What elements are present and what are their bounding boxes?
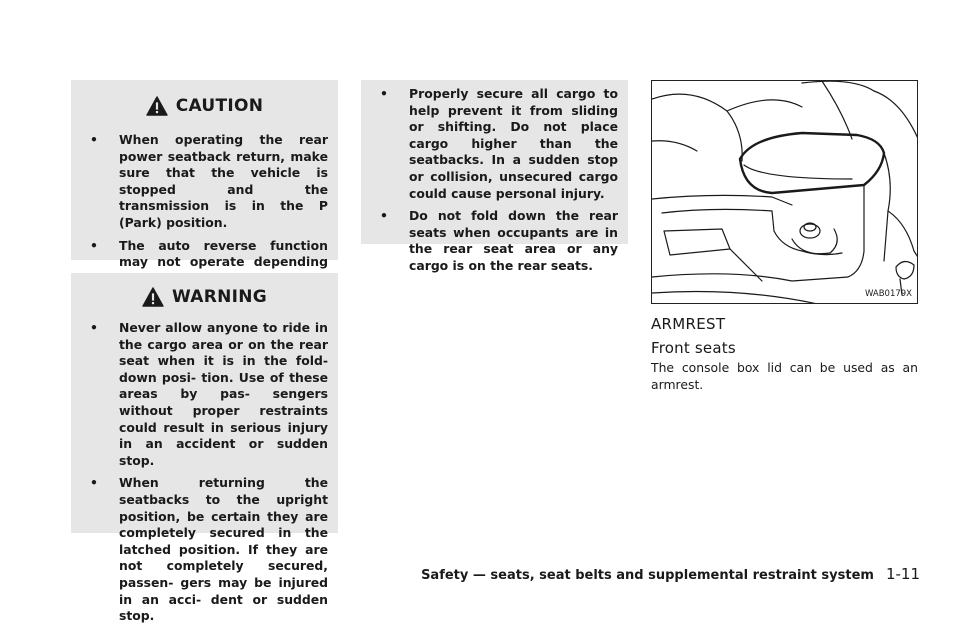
caution-heading: CAUTION xyxy=(175,96,264,116)
section-body: The console box lid can be used as an armrest. xyxy=(651,360,918,392)
list-item xyxy=(87,475,328,624)
caution-box xyxy=(71,80,338,270)
bullet: • xyxy=(380,86,388,101)
warning-box xyxy=(71,273,338,624)
section-subtitle: Front seats xyxy=(651,339,736,357)
bullet: • xyxy=(90,320,98,335)
bullet: • xyxy=(380,208,388,224)
cargo-list xyxy=(361,80,628,275)
warning-triangle-icon xyxy=(146,96,168,116)
page-footer xyxy=(421,565,920,583)
section-title: ARMREST xyxy=(651,315,726,333)
warning-item-2: When returning the seatbacks to the upright position, be certain they are completely secured in the latched position. If they are not completely secured, passen- gers may be injured in an acci- dent or sudden stop. xyxy=(119,475,328,624)
bullet: • xyxy=(90,475,98,491)
warning-heading: WARNING xyxy=(171,286,268,307)
caution-header xyxy=(71,80,338,132)
console-armrest-drawing xyxy=(652,81,918,304)
page-number: 1-11 xyxy=(885,565,920,583)
caution-item-2: The auto reverse function may not operate depending xyxy=(119,237,328,270)
list-item xyxy=(377,208,618,274)
warning-list xyxy=(71,320,338,625)
cargo-item-1: Properly secure all cargo to help prevent it from sliding or shifting. Do not place cargo higher than the seatbacks. In a sudden stop or collision, unsecured cargo could cause personal injury. xyxy=(409,86,618,201)
list-item xyxy=(87,320,328,469)
warning-triangle-icon xyxy=(142,287,164,307)
list-item xyxy=(377,86,618,202)
armrest-illustration xyxy=(651,80,918,304)
warning-item-1: Never allow anyone to ride in the cargo area or on the rear seat when it is in the fold-down posi- tion. Use of these areas by pas- sengers without proper restraints could result in serious injury in an accident or sudden stop. xyxy=(119,320,328,468)
caution-item-1: When operating the rear power seatback return, make sure that the vehicle is stopped and the transmission is in the P (Park) position. xyxy=(119,132,328,230)
bullet: • xyxy=(90,132,98,147)
cargo-warning-box xyxy=(361,80,628,273)
cargo-item-2: Do not fold down the rear seats when occupants are in the rear seat area or any cargo is on the rear seats. xyxy=(409,208,618,273)
bullet: • xyxy=(90,237,98,253)
warning-header xyxy=(71,273,338,320)
figure-code: WAB0179X xyxy=(864,289,912,299)
list-item xyxy=(87,132,328,232)
footer-section-title: Safety — seats, seat belts and supplemental restraint system xyxy=(421,568,874,583)
